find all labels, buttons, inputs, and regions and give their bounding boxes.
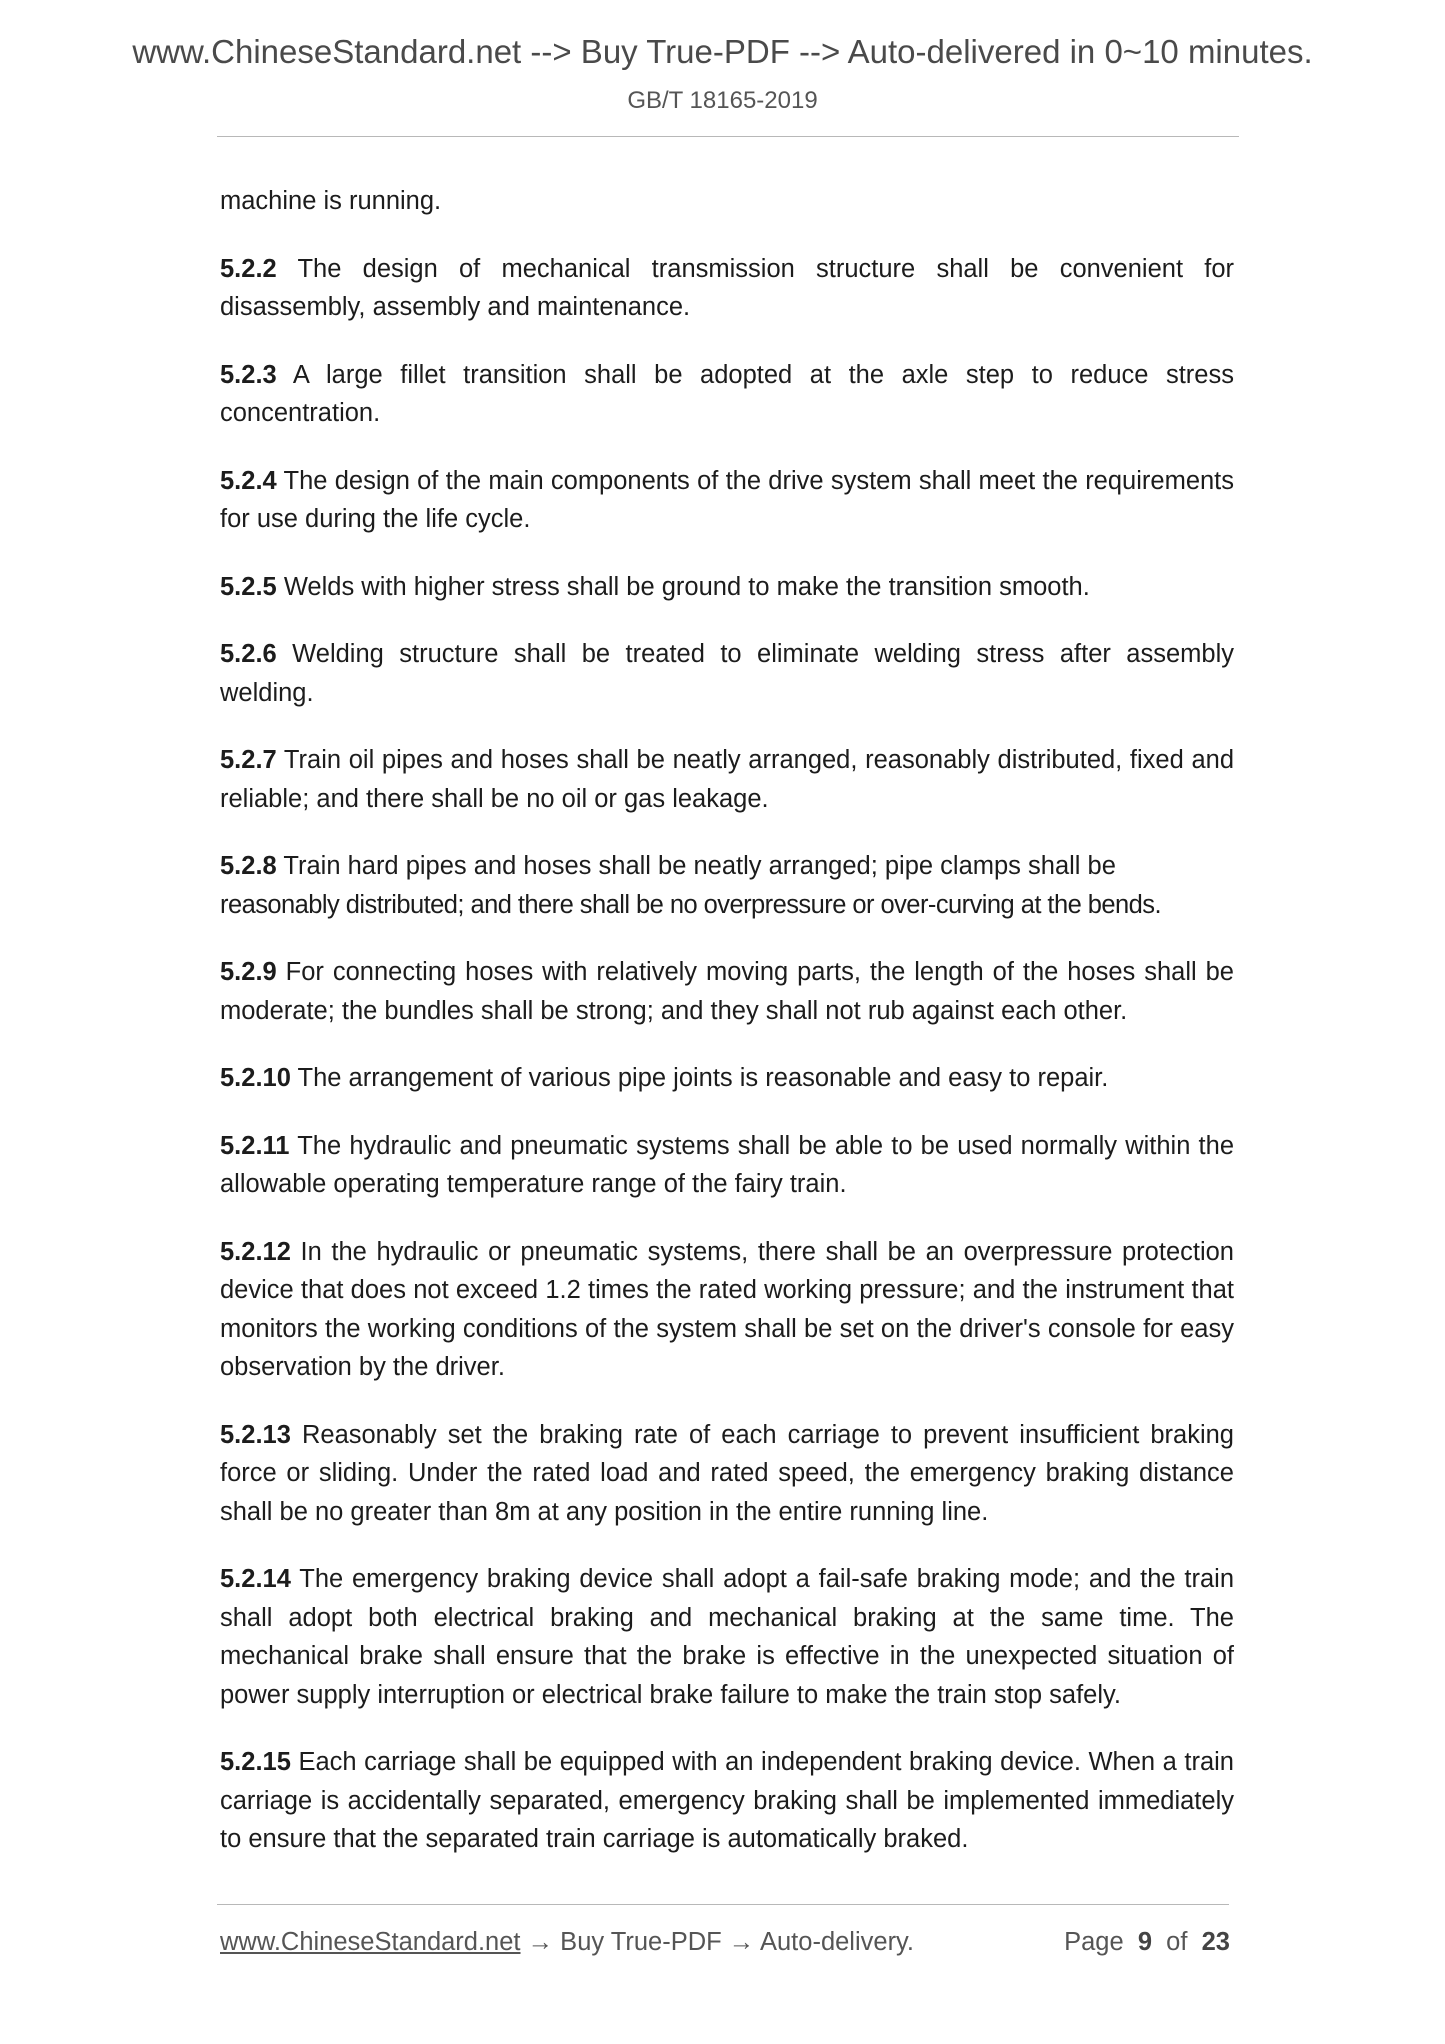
clause-number: 5.2.13 (220, 1420, 291, 1449)
clause-text: Welding structure shall be treated to eliminate welding stress after assembly welding. (220, 640, 1234, 707)
site-link[interactable]: www.ChineseStandard.net (220, 1928, 521, 1956)
clause-text: For connecting hoses with relatively moving parts, the length of the hoses shall be moderate; the bundles shall be strong; and they shall not rub against each other. (220, 958, 1234, 1025)
clause-text: The arrangement of various pipe joints is reasonable and easy to repair. (297, 1064, 1109, 1092)
continuation-text: machine is running. (220, 187, 442, 215)
of-label: of (1166, 1928, 1188, 1956)
clause-5-2-13 (220, 1416, 1234, 1532)
clause-number: 5.2.3 (220, 360, 277, 389)
clause-number: 5.2.2 (220, 254, 277, 283)
clause-5-2-2 (220, 250, 1234, 327)
page-label: Page (1064, 1928, 1124, 1956)
clause-5-2-15 (220, 1743, 1234, 1859)
clause-number: 5.2.9 (220, 958, 277, 986)
top-banner: www.ChineseStandard.net --> Buy True-PDF --> Auto-delivered in 0~10 minutes. (132, 33, 1313, 70)
clause-text: The hydraulic and pneumatic systems shall be able to be used normally within the allowable operating temperature range of the fairy train. (220, 1131, 1235, 1198)
clause-number: 5.2.6 (220, 640, 277, 668)
clause-text: A large fillet transition shall be adopted at the axle step to reduce stress concentration. (220, 360, 1234, 427)
clause-5-2-11 (220, 1127, 1234, 1204)
clause-5-2-5 (220, 568, 1234, 607)
clause-number: 5.2.5 (220, 572, 277, 601)
clause-5-2-10 (220, 1059, 1234, 1098)
clause-5-2-3 (220, 356, 1234, 433)
clause-5-2-4 (220, 462, 1234, 539)
clause-number: 5.2.14 (220, 1565, 291, 1593)
clause-5-2-6 (220, 635, 1234, 712)
clause-5-2-12 (220, 1233, 1234, 1387)
clause-text: Train hard pipes and hoses shall be neatly arranged; pipe clamps shall be (283, 852, 1116, 880)
clause-text: The design of mechanical transmission structure shall be convenient for disassembly, assembly and maintenance. (220, 254, 1235, 321)
clause-text: Train oil pipes and hoses shall be neatly arranged, reasonably distributed, fixed and reliable; and there shall be no oil or gas leakage. (220, 746, 1234, 813)
header-divider (217, 136, 1239, 137)
clause-number: 5.2.4 (220, 466, 277, 495)
page-footer (220, 1924, 1230, 1960)
clause-text: The design of the main components of the drive system shall meet the requirements for use during the life cycle. (220, 466, 1235, 533)
clause-5-2-9 (220, 953, 1234, 1030)
current-page-number: 9 (1137, 1928, 1152, 1956)
footer-divider (217, 1904, 1229, 1905)
clause-text-continued: reasonably distributed; and there shall be no overpressure or over-curving at the bends. (220, 890, 1162, 919)
clause-5-2-14 (220, 1560, 1234, 1714)
clause-5-2-8 (220, 847, 1234, 924)
clause-text: The emergency braking device shall adopt a fail-safe braking mode; and the train shall adopt both electrical braking and mechanical braking at the same time. The mechanical brake shall ensure that the brake is effective in the unexpected situation of power supply interruption or electrical brake failure to make the train stop safely. (220, 1565, 1235, 1709)
footer-tagline: → Buy True-PDF → Auto-delivery. (520, 1928, 914, 1956)
clause-number: 5.2.11 (220, 1131, 290, 1160)
clause-text: Reasonably set the braking rate of each carriage to prevent insufficient braking force or sliding. Under the rated load and rated speed, the emergency braking distance shall be no greater than 8m at any position in the entire running line. (220, 1420, 1234, 1526)
clause-5-2-7 (220, 741, 1234, 818)
clause-text: Each carriage shall be equipped with an independent braking device. When a train carriage is accidentally separated, emergency braking shall be implemented immediately to ensure that the separated train carriage is automatically braked. (220, 1748, 1234, 1853)
standard-code: GB/T 18165-2019 (627, 87, 818, 114)
clause-text: In the hydraulic or pneumatic systems, there shall be an overpressure protection device that does not exceed 1.2 times the rated working pressure; and the instrument that monitors the working conditions of the system shall be set on the driver's console for easy observation by the driver. (220, 1237, 1234, 1381)
clause-number: 5.2.15 (220, 1748, 291, 1776)
footer-promo (220, 1924, 914, 1960)
clause-number: 5.2.12 (220, 1237, 291, 1266)
clause-number: 5.2.7 (220, 746, 277, 774)
page-indicator (1064, 1924, 1230, 1960)
clause-number: 5.2.8 (220, 852, 277, 880)
document-body (220, 182, 1234, 1888)
total-pages-number: 23 (1201, 1928, 1230, 1956)
clause-number: 5.2.10 (220, 1064, 291, 1092)
clause-text: Welds with higher stress shall be ground to make the transition smooth. (283, 572, 1090, 601)
